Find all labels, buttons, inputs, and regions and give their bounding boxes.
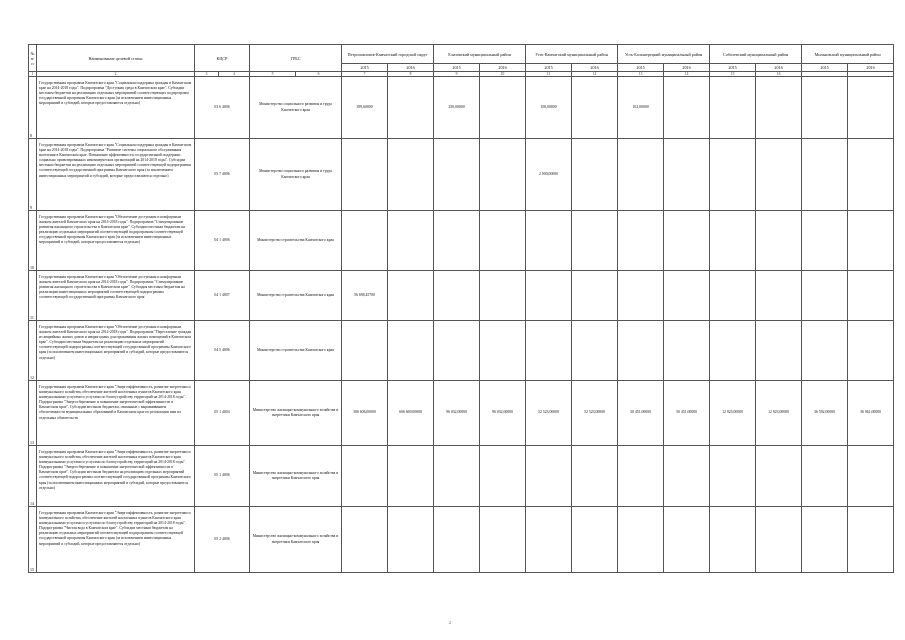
row-value (526, 211, 572, 271)
column-number: 7 (342, 72, 388, 77)
year-cell: 2015 (342, 64, 388, 72)
row-value (434, 507, 480, 573)
row-grbs: Министерство социального развития и труда Камчатского края (250, 139, 342, 211)
row-value (664, 321, 710, 381)
row-value (388, 211, 434, 271)
row-value (618, 211, 664, 271)
row-grbs: Министерство жилищно-коммунального хозяйства и энергетики Камчатского края (250, 446, 342, 507)
row-value (710, 139, 756, 211)
row-value (526, 507, 572, 573)
row-name: Государственная программа Камчатского края "Социальная поддержка граждан в Камчатском крае на 2014-2018 годы". Подпрограмма "Развитие системы социального обслуживания населения в Камчатском крае. Повышение эффективности государственной поддержки социально ориентированных некоммерческих организаций на 2014-2018 годы". Субсидии местным бюджетам на реализацию отдельных мероприятий соответствующей подпрограммы соответствующей государственной программы Камчатского края (за исключением инвестиционных мероприятий и субсидий, которые предоставляются отдельно) (37, 139, 195, 211)
row-kcsr: 03 7 4006 (195, 139, 250, 211)
row-value (618, 446, 664, 507)
row-value: 12 923,00000 (756, 381, 802, 446)
table-row (29, 446, 894, 507)
row-value (480, 77, 526, 139)
table-row (29, 77, 894, 139)
column-number: 2 (37, 72, 195, 77)
year-cell: 2015 (434, 64, 480, 72)
header-name: Наименование целевой статьи (37, 45, 195, 72)
row-kcsr: 04 5 4006 (195, 321, 250, 381)
column-number: 3 (195, 72, 219, 77)
row-value (848, 77, 894, 139)
row-value (572, 271, 618, 321)
row-value (848, 211, 894, 271)
row-kcsr: 03 6 4006 (195, 77, 250, 139)
table-row (29, 211, 894, 271)
row-value: 50 451,00000 (618, 381, 664, 446)
column-number: 1 (29, 72, 37, 77)
row-kcsr: 04 1 4006 (195, 211, 250, 271)
row-value: 102,00000 (618, 77, 664, 139)
row-name: Государственная программа Камчатского края "Обеспечение доступным и комфортным жильем жителей Камчатского края на 2014-2018 годы". Подпрограмма "Стимулирование развития жилищного строительства в Камчатском крае". Субсидия местным бюджетам на реализацию инвестиционных мероприятий соответствующей подпрограммы соответствующей государственной программы Камчатского края (37, 271, 195, 321)
row-value: 52 523,00000 (526, 381, 572, 446)
header-municipality: Петропавловск-Камчатский городской округ (342, 45, 434, 64)
column-number: 11 (526, 72, 572, 77)
year-cell: 2016 (756, 64, 802, 72)
column-number: 8 (388, 72, 434, 77)
table-row (29, 139, 894, 211)
row-value (664, 139, 710, 211)
row-value (526, 321, 572, 381)
year-cell: 2016 (664, 64, 710, 72)
row-value (664, 507, 710, 573)
row-value: 96 032,00000 (480, 381, 526, 446)
row-index: 11 (29, 271, 37, 321)
row-value (480, 139, 526, 211)
year-cell: 2016 (848, 64, 894, 72)
row-grbs: Министерство жилищно-коммунального хозяйства и энергетики Камчатского края (250, 507, 342, 573)
row-index: 15 (29, 507, 37, 573)
row-value: 56 698,45700 (342, 271, 388, 321)
row-value (434, 211, 480, 271)
row-value (480, 507, 526, 573)
row-value (802, 321, 848, 381)
year-cell: 2015 (802, 64, 848, 72)
row-value (756, 211, 802, 271)
row-value (572, 507, 618, 573)
page-number: 2 (449, 620, 451, 625)
row-value (618, 271, 664, 321)
row-kcsr: 05 1 4004 (195, 381, 250, 446)
header-kcsr: КЦСР (195, 45, 250, 72)
row-name: Государственная программа Камчатского края "Обеспечение доступным и комфортным жильем жителей Камчатского края на 2014-2018 годы". Подпрограмма "Стимулирование развития жилищного строительства в Камчатском крае". Субсидии местным бюджетам на реализацию отдельных мероприятий соответствующей подпрограммы соответствующей государственной программы Камчатского края (за исключением инвестиционных мероприятий и субсидий, которые предоставляются отдельно) (37, 211, 195, 271)
row-value (802, 446, 848, 507)
row-value (710, 321, 756, 381)
table-row (29, 381, 894, 446)
column-number: 14 (664, 72, 710, 77)
row-value (388, 446, 434, 507)
table-body (29, 77, 894, 573)
row-value (342, 139, 388, 211)
row-value (618, 139, 664, 211)
row-value: 100,00000 (526, 77, 572, 139)
header-municipality: Усть-Большерецкий муниципальный район (618, 45, 710, 64)
subsidy-table (28, 44, 894, 573)
row-value (342, 446, 388, 507)
row-value (710, 271, 756, 321)
row-value (756, 77, 802, 139)
row-value (756, 321, 802, 381)
row-value (802, 77, 848, 139)
header-municipality: Соболевский муниципальный район (710, 45, 802, 64)
column-number: 4 (219, 72, 250, 77)
row-value (480, 271, 526, 321)
row-grbs: Министерство строительства Камчатского края (250, 211, 342, 271)
row-value: 52 523,00000 (572, 381, 618, 446)
row-value (572, 321, 618, 381)
year-cell: 2016 (572, 64, 618, 72)
row-value (848, 139, 894, 211)
row-value (848, 321, 894, 381)
row-value (434, 446, 480, 507)
row-value (342, 211, 388, 271)
row-value: 50 451,00000 (664, 381, 710, 446)
row-grbs: Министерство строительства Камчатского края (250, 271, 342, 321)
row-value: 36 592,00000 (802, 381, 848, 446)
row-value (388, 507, 434, 573)
row-value (618, 321, 664, 381)
row-index: 12 (29, 321, 37, 381)
row-value (848, 446, 894, 507)
column-number: 9 (434, 72, 480, 77)
header-num: № п/п (29, 45, 37, 72)
row-value: 399,60000 (342, 77, 388, 139)
row-value (388, 77, 434, 139)
row-value (480, 321, 526, 381)
table-row (29, 507, 894, 573)
row-value (756, 139, 802, 211)
row-value (572, 211, 618, 271)
year-cell: 2015 (526, 64, 572, 72)
row-value (526, 271, 572, 321)
row-kcsr: 05 2 4006 (195, 507, 250, 573)
row-value (756, 271, 802, 321)
row-value (848, 271, 894, 321)
year-cell: 2015 (710, 64, 756, 72)
row-value (710, 446, 756, 507)
row-value (434, 139, 480, 211)
row-value: 12 923,00000 (710, 381, 756, 446)
column-number: 12 (572, 72, 618, 77)
row-value (572, 139, 618, 211)
row-grbs: Министерство строительства Камчатского края (250, 321, 342, 381)
row-value (756, 446, 802, 507)
row-kcsr: 04 1 4007 (195, 271, 250, 321)
column-number: 16 (756, 72, 802, 77)
row-kcsr: 05 1 4006 (195, 446, 250, 507)
row-grbs: Министерство жилищно-коммунального хозяйства и энергетики Камчатского края (250, 381, 342, 446)
row-value (480, 211, 526, 271)
row-value (756, 507, 802, 573)
row-index: 8 (29, 77, 37, 139)
row-value: 96 032,00000 (434, 381, 480, 446)
column-number: 6 (296, 72, 342, 77)
table-row (29, 271, 894, 321)
row-name: Государственная программа Камчатского края "Энергоэффективность, развитие энергетики и коммунального хозяйства, обеспечение жителей населенных пунктов Камчатского края коммунальными услугами и услугами по благоустройству территорий на 2014-2018 годы". Подпрограмма "Энергосбережение и повышение энергетической эффективности в Камчатском крае". Субсидии местным бюджетам, связанные с выравниванием обеспеченности муниципальных образований в Камчатском крае по реализации ими их отдельных обязательств (37, 381, 195, 446)
header-municipality: Усть-Камчатский муниципальный район (526, 45, 618, 64)
row-value (388, 139, 434, 211)
column-number: 10 (480, 72, 526, 77)
row-value (572, 77, 618, 139)
row-index: 10 (29, 211, 37, 271)
row-value (802, 211, 848, 271)
row-value (664, 271, 710, 321)
row-value (802, 139, 848, 211)
row-name: Государственная программа Камчатского края "Обеспечение доступным и комфортным жильем жителей Камчатского края на 2014-2018 годы". Подпрограмма "Переселение граждан из аварийных жилых домов и непригодных для проживания жилых помещений в Камчатском крае". Субсидии местным бюджетам на реализацию отдельных мероприятий соответствующей подпрограммы соответствующей государственной программы Камчатского края (за исключением инвестиционных мероприятий и субсидий, которые предоставляются отдельно) (37, 321, 195, 381)
year-cell: 2016 (388, 64, 434, 72)
column-number: 5 (250, 72, 296, 77)
row-value (664, 77, 710, 139)
row-value (434, 271, 480, 321)
row-value: 250,00000 (434, 77, 480, 139)
row-grbs: Министерство социального развития и труда Камчатского края (250, 77, 342, 139)
row-value (526, 446, 572, 507)
row-value (664, 211, 710, 271)
row-value: 306 606,00000 (342, 381, 388, 446)
row-value (848, 507, 894, 573)
header-municipality: Елизовский муниципальный район (434, 45, 526, 64)
row-value (710, 507, 756, 573)
row-value (342, 321, 388, 381)
row-value (710, 211, 756, 271)
row-value (388, 321, 434, 381)
row-value (342, 507, 388, 573)
row-index: 14 (29, 446, 37, 507)
column-number: 15 (710, 72, 756, 77)
header-row (29, 45, 894, 64)
row-value (802, 507, 848, 573)
row-index: 9 (29, 139, 37, 211)
row-name: Государственная программа Камчатского края "Энергоэффективность, развитие энергетики и коммунального хозяйства, обеспечение жителей населенных пунктов Камчатского края коммунальными услугами и услугами по благоустройству территорий на 2014-2018 годы". Подпрограмма "Энергосбережение и повышение энергетической эффективности в Камчатском крае". Субсидии местным бюджетам на реализацию отдельных мероприятий соответствующей подпрограммы соответствующей государственной программы Камчатского края (за исключением инвестиционных мероприятий и субсидий, которые предоставляются отдельно) (37, 446, 195, 507)
year-cell: 2016 (480, 64, 526, 72)
row-value (664, 446, 710, 507)
row-value: 606 669,00000 (388, 381, 434, 446)
row-value (802, 271, 848, 321)
row-value (434, 321, 480, 381)
row-value: 2 000,00000 (526, 139, 572, 211)
row-value (388, 271, 434, 321)
row-value (618, 507, 664, 573)
row-index: 13 (29, 381, 37, 446)
row-value: 36 061,00000 (848, 381, 894, 446)
row-name: Государственная программа Камчатского края "Энергоэффективность, развитие энергетики и коммунального хозяйства, обеспечение жителей населенных пунктов Камчатского края коммунальными услугами и услугами по благоустройству территорий на 2014-2018 годы". Подпрограмма "Чистая вода в Камчатском крае". Субсидии местным бюджетам на реализацию отдельных мероприятий соответствующей подпрограммы соответствующей государственной программы Камчатского края (за исключением инвестиционных мероприятий и субсидий, которые предоставляются отдельно) (37, 507, 195, 573)
row-value (480, 446, 526, 507)
row-value (572, 446, 618, 507)
row-name: Государственная программа Камчатского края "Социальная поддержка граждан в Камчатском крае на 2014-2018 годы". Подпрограмма "Доступная среда в Камчатском крае". Субсидии местным бюджетам на реализацию отдельных мероприятий соответствующих подпрограмм государственной программы Камчатского края (за исключением инвестиционных мероприятий и субсидий, которые предоставляются отдельно) (37, 77, 195, 139)
header-grbs: ГРБС (250, 45, 342, 72)
year-cell: 2015 (618, 64, 664, 72)
row-value (710, 77, 756, 139)
table-row (29, 321, 894, 381)
column-number: 13 (618, 72, 664, 77)
header-municipality: Мильковский муниципальный район (802, 45, 894, 64)
